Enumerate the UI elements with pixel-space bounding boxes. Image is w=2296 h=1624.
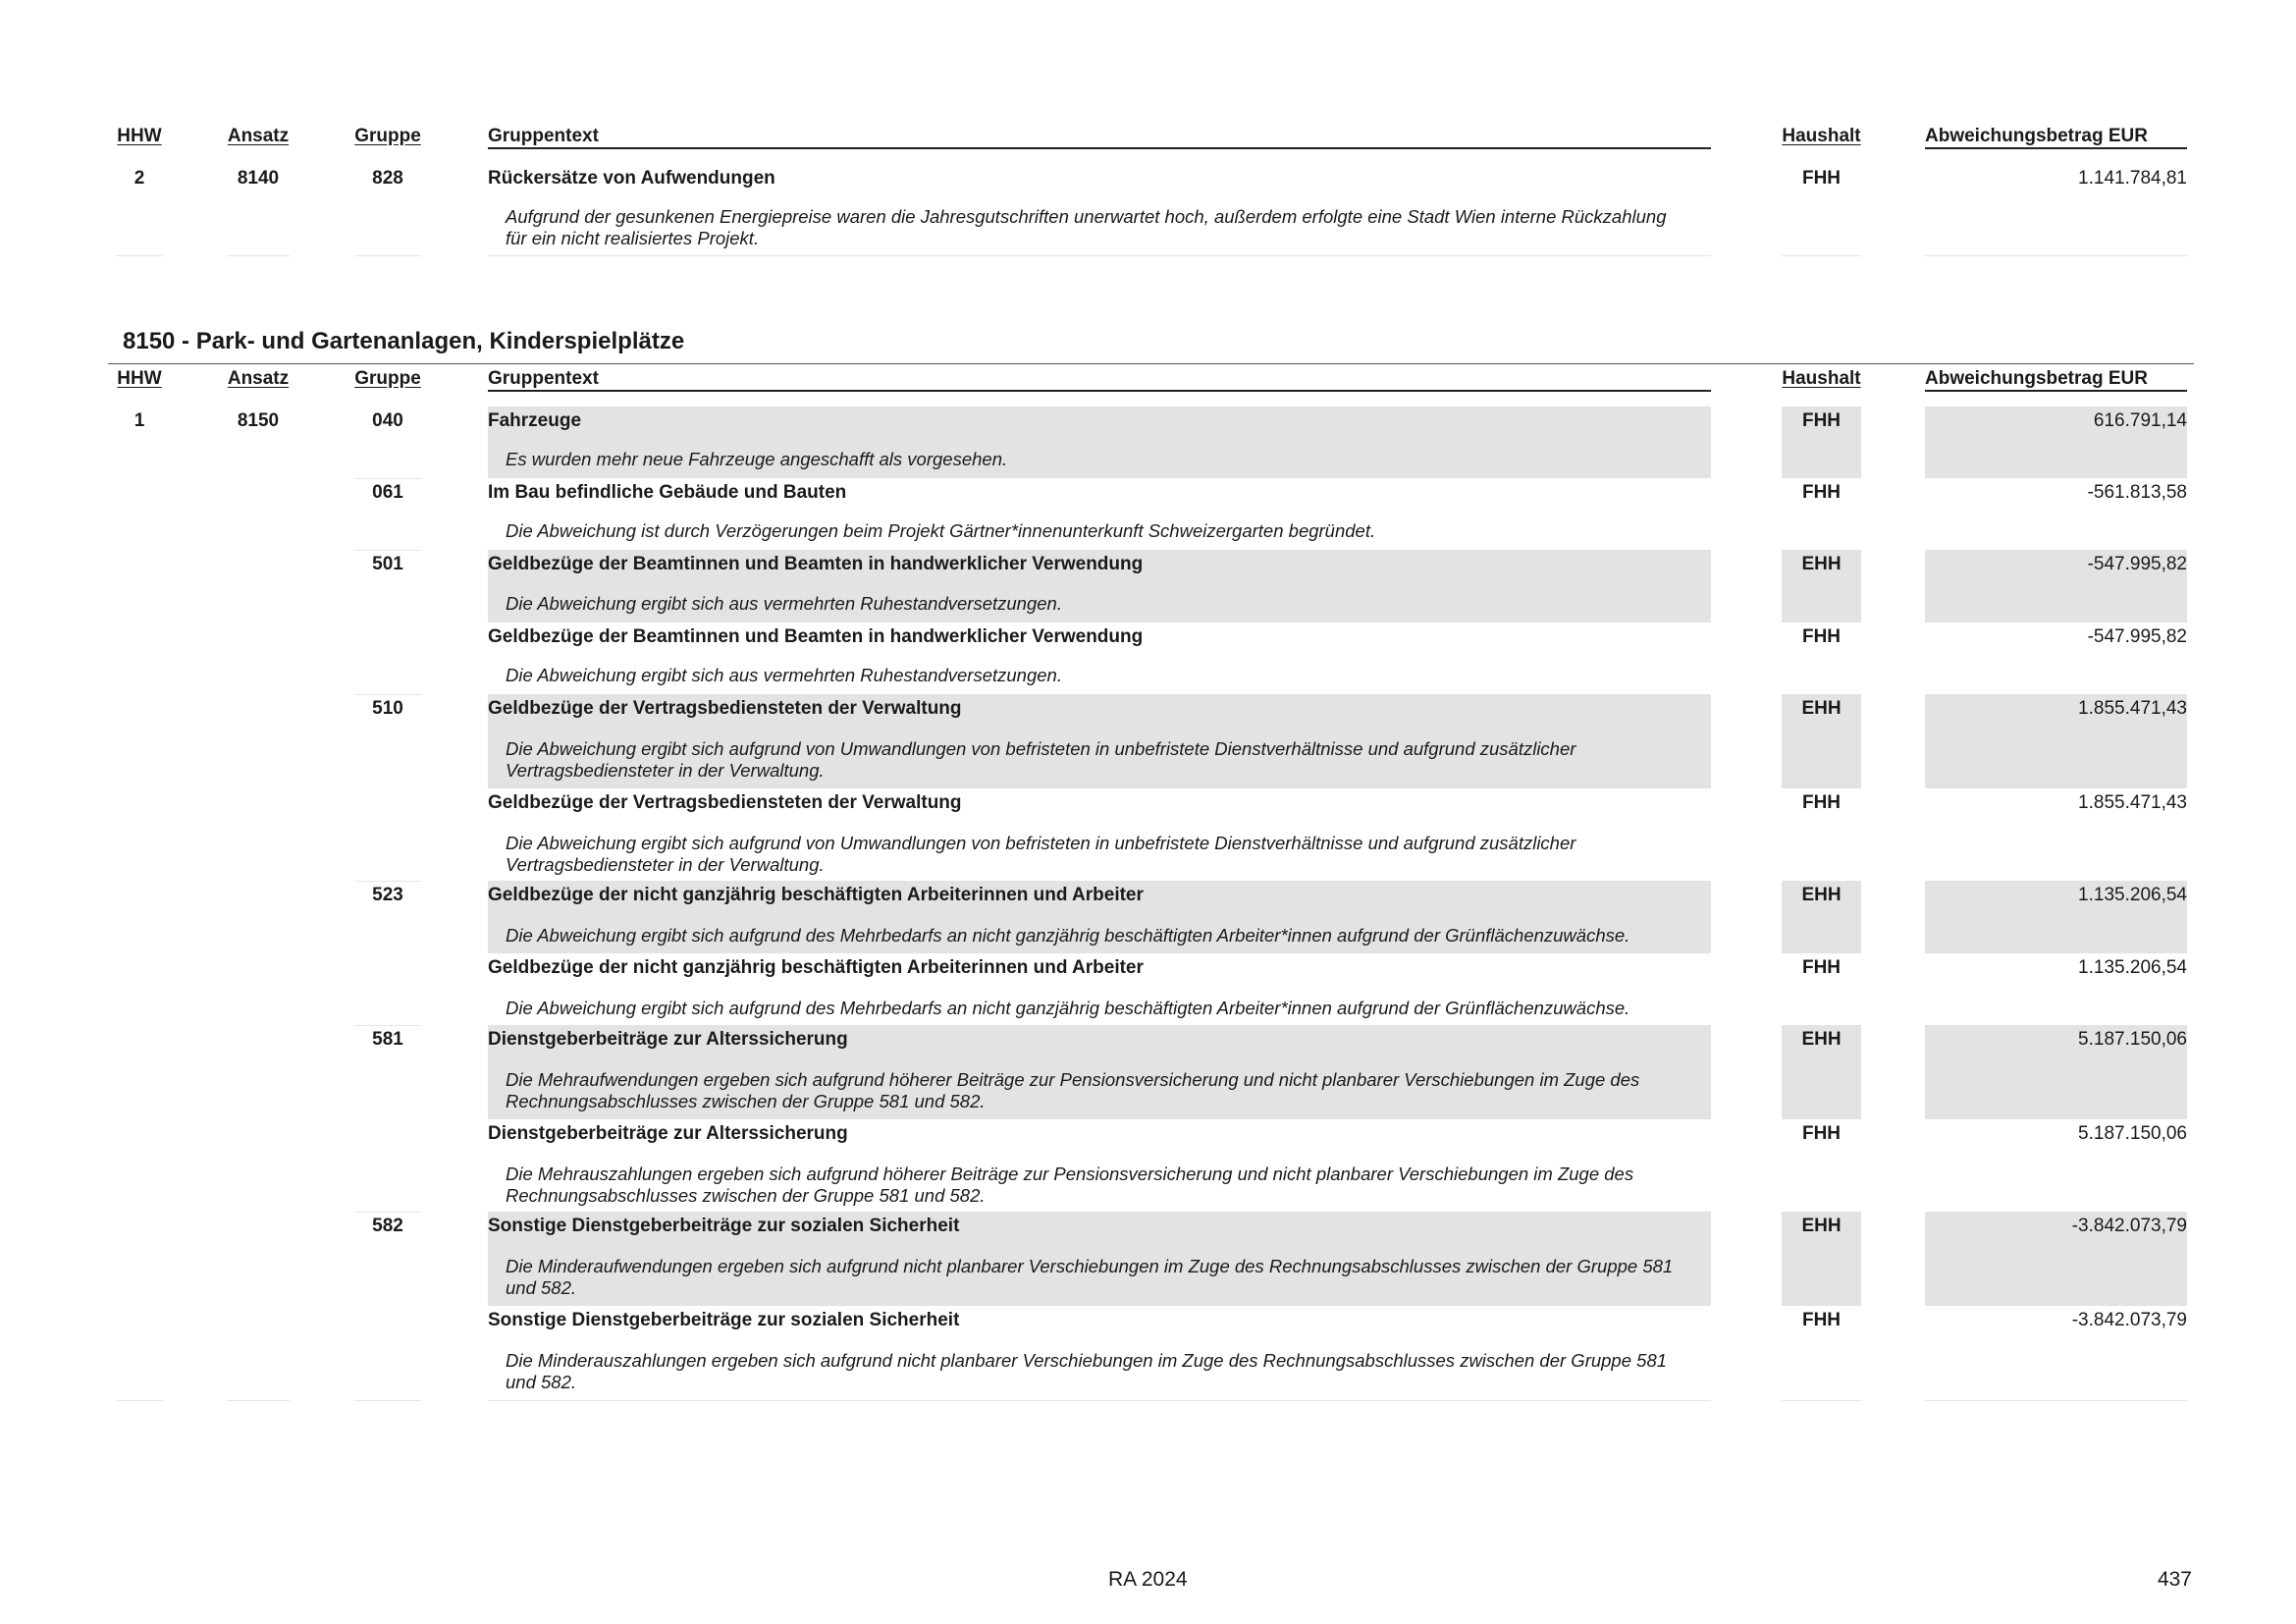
header-haushalt: Haushalt bbox=[1782, 368, 1861, 389]
row-description: Aufgrund der gesunkenen Energiepreise waren die Jahresgutschriften unerwartet hoch, außerdem erfolgte eine Stadt Wien interne Rückzahlung bbox=[506, 206, 1667, 227]
header-rule-betrag bbox=[1925, 147, 2187, 149]
row-haushalt: FHH bbox=[1801, 1123, 1842, 1144]
row-ansatz: 8140 bbox=[237, 168, 280, 189]
row-description-cont: und 582. bbox=[506, 1277, 577, 1298]
gruppe-code: 501 bbox=[372, 554, 403, 574]
row-title: Sonstige Dienstgeberbeiträge zur sozialen Sicherheit bbox=[488, 1310, 960, 1330]
header-betrag: Abweichungsbetrag EUR bbox=[1925, 126, 2148, 146]
row-description: Die Minderauszahlungen ergeben sich aufgrund nicht planbarer Verschiebungen im Zuge des Rechnungsabschlusses zwischen der Gruppe 581 bbox=[506, 1350, 1668, 1371]
header-gruppentext: Gruppentext bbox=[488, 368, 599, 389]
row-description-cont: Vertragsbediensteter in der Verwaltung. bbox=[506, 760, 825, 781]
row-haushalt: FHH bbox=[1801, 957, 1842, 978]
row-betrag: -547.995,82 bbox=[2087, 554, 2187, 574]
row-betrag: 1.135.206,54 bbox=[2078, 885, 2187, 905]
row-haushalt: EHH bbox=[1801, 1029, 1842, 1050]
header-betrag: Abweichungsbetrag EUR bbox=[1925, 368, 2148, 389]
row-title: Sonstige Dienstgeberbeiträge zur sozialen Sicherheit bbox=[488, 1216, 960, 1236]
row-title: Geldbezüge der nicht ganzjährig beschäftigten Arbeiterinnen und Arbeiter bbox=[488, 885, 1144, 905]
row-description-cont: und 582. bbox=[506, 1372, 577, 1392]
section-ansatz: 8150 bbox=[237, 410, 280, 431]
gruppe-code: 061 bbox=[372, 482, 403, 503]
row-description-cont: für ein nicht realisiertes Projekt. bbox=[506, 228, 760, 248]
row-haushalt: FHH bbox=[1801, 168, 1842, 189]
row-betrag: -547.995,82 bbox=[2087, 626, 2187, 647]
row-description: Die Abweichung ergibt sich aufgrund des Mehrbedarfs an nicht ganzjährig beschäftigten Arbeiter*innen aufgrund der Grünflächenzuwächse. bbox=[506, 998, 1630, 1018]
row-description: Die Abweichung ergibt sich aufgrund des Mehrbedarfs an nicht ganzjährig beschäftigten Arbeiter*innen aufgrund der Grünflächenzuwächse. bbox=[506, 925, 1630, 946]
gruppe-code: 523 bbox=[372, 885, 403, 905]
row-haushalt: FHH bbox=[1801, 626, 1842, 647]
row-betrag: 1.855.471,43 bbox=[2078, 792, 2187, 813]
row-betrag: -3.842.073,79 bbox=[2071, 1216, 2187, 1236]
row-description: Die Mehrauszahlungen ergeben sich aufgrund höherer Beiträge zur Pensionsversicherung und nicht planbarer Verschiebungen im Zuge des bbox=[506, 1164, 1634, 1184]
row-description: Die Abweichung ist durch Verzögerungen beim Projekt Gärtner*innenunterkunft Schweizergarten begründet. bbox=[506, 520, 1376, 541]
row-description: Die Abweichung ergibt sich aus vermehrten Ruhestandversetzungen. bbox=[506, 665, 1062, 685]
row-betrag: 5.187.150,06 bbox=[2078, 1029, 2187, 1050]
section-rule bbox=[108, 363, 2194, 364]
header-rule-betrag bbox=[1925, 390, 2187, 392]
row-description: Die Minderaufwendungen ergeben sich aufgrund nicht planbarer Verschiebungen im Zuge des Rechnungsabschlusses zwischen der Gruppe 581 bbox=[506, 1256, 1674, 1276]
row-description-cont: Rechnungsabschlusses zwischen der Gruppe 581 und 582. bbox=[506, 1091, 986, 1111]
row-title: Geldbezüge der nicht ganzjährig beschäftigten Arbeiterinnen und Arbeiter bbox=[488, 957, 1144, 978]
header-gruppentext: Gruppentext bbox=[488, 126, 599, 146]
row-betrag: 1.135.206,54 bbox=[2078, 957, 2187, 978]
header-gruppe: Gruppe bbox=[354, 126, 421, 146]
row-description-cont: Vertragsbediensteter in der Verwaltung. bbox=[506, 854, 825, 875]
gruppe-code: 582 bbox=[372, 1216, 403, 1236]
row-title: Dienstgeberbeiträge zur Alterssicherung bbox=[488, 1029, 848, 1050]
header-ansatz: Ansatz bbox=[227, 126, 290, 146]
row-betrag: -561.813,58 bbox=[2087, 482, 2187, 503]
row-title: Fahrzeuge bbox=[488, 410, 582, 431]
row-hhw: 2 bbox=[133, 168, 145, 189]
header-haushalt: Haushalt bbox=[1782, 126, 1861, 146]
row-description: Es wurden mehr neue Fahrzeuge angeschafft als vorgesehen. bbox=[506, 449, 1008, 469]
row-title: Rückersätze von Aufwendungen bbox=[488, 168, 775, 189]
row-title: Dienstgeberbeiträge zur Alterssicherung bbox=[488, 1123, 848, 1144]
row-title: Geldbezüge der Vertragsbediensteten der Verwaltung bbox=[488, 698, 962, 719]
row-description: Die Abweichung ergibt sich aufgrund von Umwandlungen von befristeten in unbefristete Dienstverhältnisse und aufgrund zusätzlicher bbox=[506, 738, 1576, 759]
header-ansatz: Ansatz bbox=[227, 368, 290, 389]
row-betrag: 5.187.150,06 bbox=[2078, 1123, 2187, 1144]
row-haushalt: EHH bbox=[1801, 554, 1842, 574]
row-betrag: 1.855.471,43 bbox=[2078, 698, 2187, 719]
row-title: Im Bau befindliche Gebäude und Bauten bbox=[488, 482, 847, 503]
row-haushalt: FHH bbox=[1801, 1310, 1842, 1330]
footer-document-label: RA 2024 bbox=[1108, 1568, 1188, 1591]
header-rule-text bbox=[488, 147, 1711, 149]
row-betrag: 616.791,14 bbox=[2093, 410, 2187, 431]
gruppe-code: 510 bbox=[372, 698, 403, 719]
row-haushalt: EHH bbox=[1801, 885, 1842, 905]
row-description: Die Abweichung ergibt sich aufgrund von Umwandlungen von befristeten in unbefristete Dienstverhältnisse und aufgrund zusätzlicher bbox=[506, 833, 1576, 853]
row-betrag: 1.141.784,81 bbox=[2078, 168, 2187, 189]
row-haushalt: FHH bbox=[1801, 792, 1842, 813]
gruppe-code: 581 bbox=[372, 1029, 403, 1050]
header-hhw: HHW bbox=[117, 368, 162, 389]
footer-page-number: 437 bbox=[2157, 1568, 2192, 1591]
row-gruppe: 828 bbox=[372, 168, 403, 189]
header-hhw: HHW bbox=[117, 126, 162, 146]
row-title: Geldbezüge der Beamtinnen und Beamten in handwerklicher Verwendung bbox=[488, 554, 1144, 574]
row-haushalt: EHH bbox=[1801, 698, 1842, 719]
row-description: Die Abweichung ergibt sich aus vermehrten Ruhestandversetzungen. bbox=[506, 593, 1062, 614]
row-description-cont: Rechnungsabschlusses zwischen der Gruppe 581 und 582. bbox=[506, 1185, 986, 1206]
row-haushalt: FHH bbox=[1801, 482, 1842, 503]
row-betrag: -3.842.073,79 bbox=[2071, 1310, 2187, 1330]
header-rule-text bbox=[488, 390, 1711, 392]
row-title: Geldbezüge der Beamtinnen und Beamten in handwerklicher Verwendung bbox=[488, 626, 1144, 647]
section-hhw: 1 bbox=[133, 410, 145, 431]
gruppe-code: 040 bbox=[372, 410, 403, 431]
row-haushalt: FHH bbox=[1801, 410, 1842, 431]
section-title: 8150 - Park- und Gartenanlagen, Kinderspielplätze bbox=[123, 328, 685, 354]
header-gruppe: Gruppe bbox=[354, 368, 421, 389]
row-haushalt: EHH bbox=[1801, 1216, 1842, 1236]
row-description: Die Mehraufwendungen ergeben sich aufgrund höherer Beiträge zur Pensionsversicherung und nicht planbarer Verschiebungen im Zuge des bbox=[506, 1069, 1640, 1090]
row-title: Geldbezüge der Vertragsbediensteten der Verwaltung bbox=[488, 792, 962, 813]
